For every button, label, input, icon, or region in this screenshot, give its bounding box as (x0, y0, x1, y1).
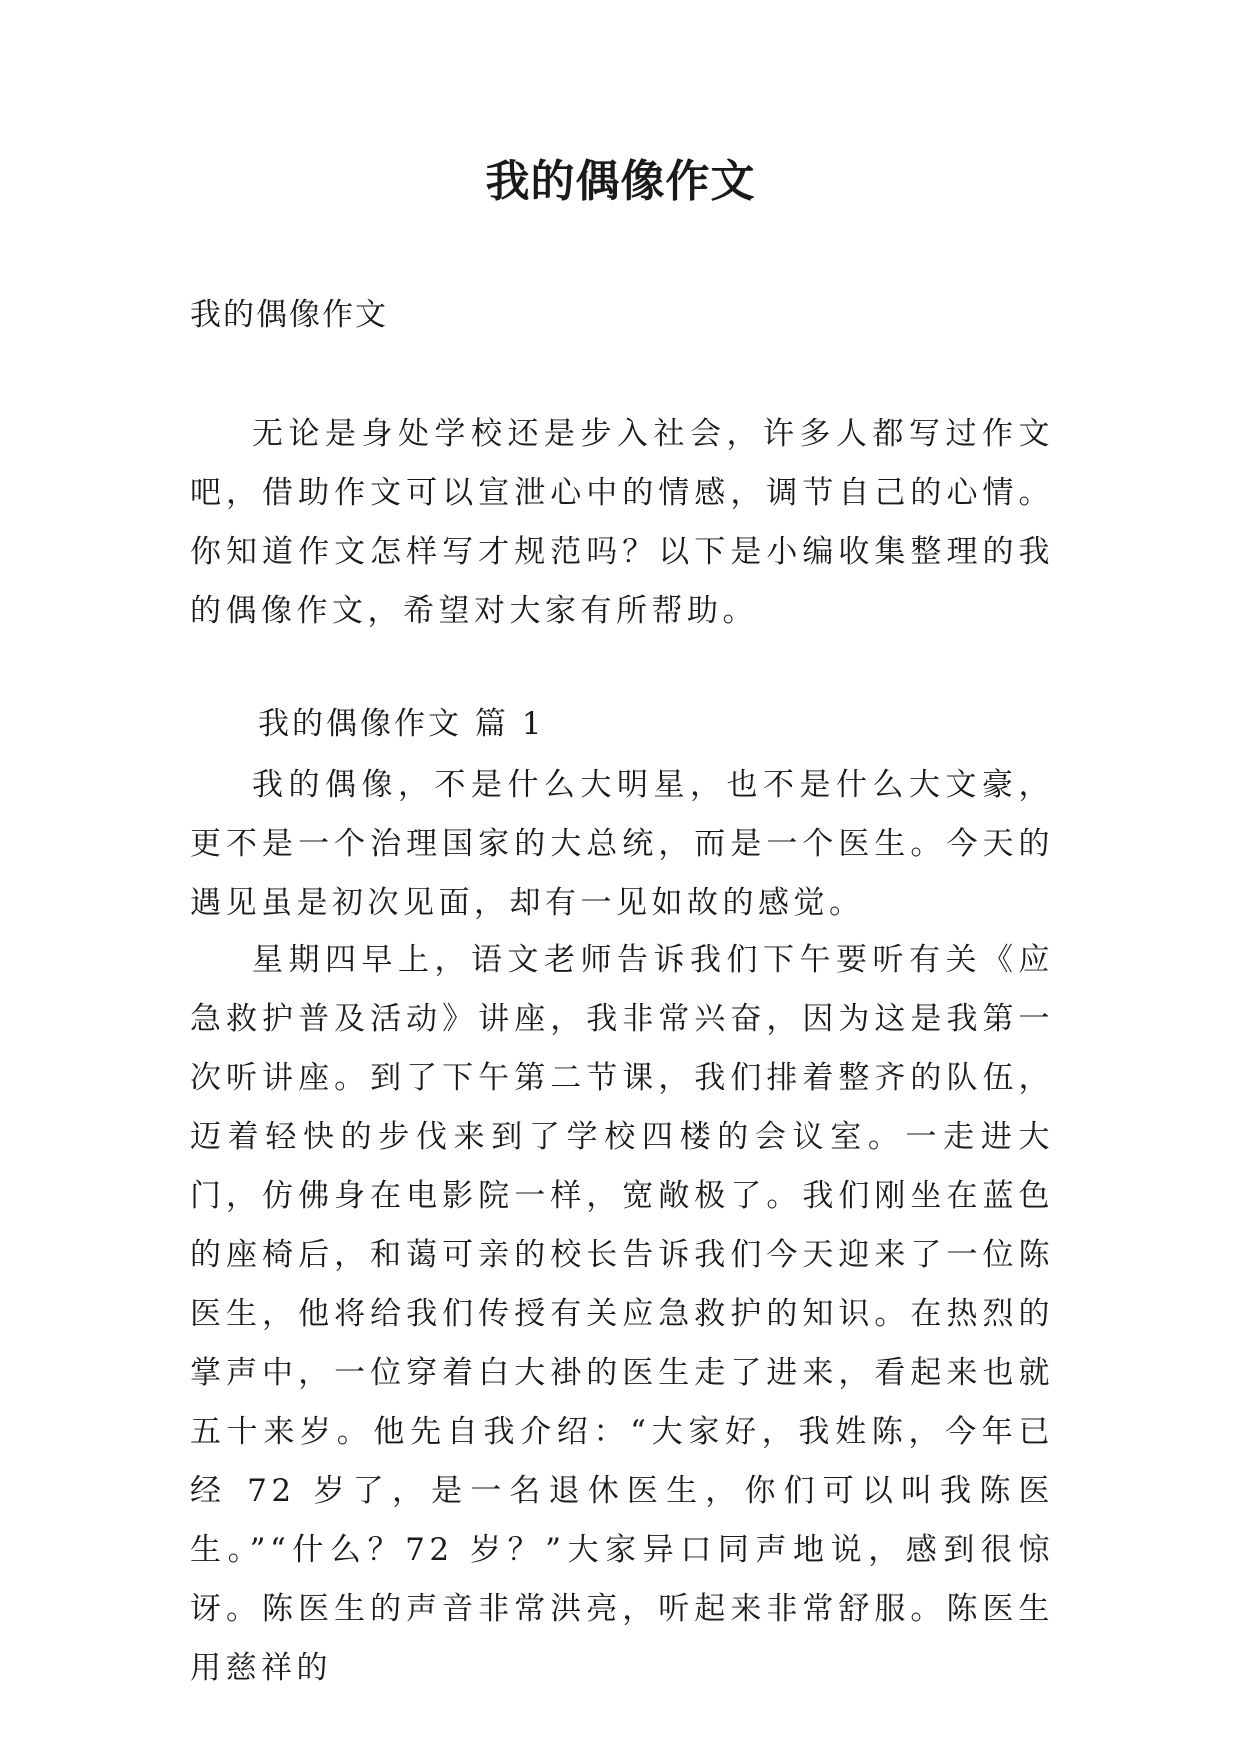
body-paragraph-2: 星期四早上，语文老师告诉我们下午要听有关《应急救护普及活动》讲座，我非常兴奋，因为这是我第一次听讲座。到了下午第二节课，我们排着整齐的队伍，迈着轻快的步伐来到了学校四楼的会议室。一走进大门，仿佛身在电影院一样，宽敞极了。我们刚坐在蓝色的座椅后，和蔼可亲的校长告诉我们今天迎来了一位陈医生，他将给我们传授有关应急救护的知识。在热烈的掌声中，一位穿着白大褂的医生走了进来，看起来也就五十来岁。他先自我介绍：“大家好，我姓陈，今年已经 72 岁了，是一名退休医生，你们可以叫我陈医生。”“什么？72 岁？”大家异口同声地说，感到很惊讶。陈医生的声音非常洪亮，听起来非常舒服。陈医生用慈祥的 (190, 942, 1054, 1686)
body-paragraph-1: 我的偶像，不是什么大明星，也不是什么大文豪，更不是一个治理国家的大总统，而是一个医生。今天的遇见虽是初次见面，却有一见如故的感觉。 (190, 767, 1054, 921)
document-subtitle: 我的偶像作文 (190, 297, 388, 333)
intro-paragraph: 无论是身处学校还是步入社会，许多人都写过作文吧，借助作文可以宣泄心中的情感，调节自己的心情。你知道作文怎样写才规范吗？以下是小编收集整理的我的偶像作文，希望对大家有所帮助。 (190, 416, 1054, 629)
document-title: 我的偶像作文 (485, 156, 756, 207)
section-heading: 我的偶像作文 篇 1 (258, 706, 545, 742)
